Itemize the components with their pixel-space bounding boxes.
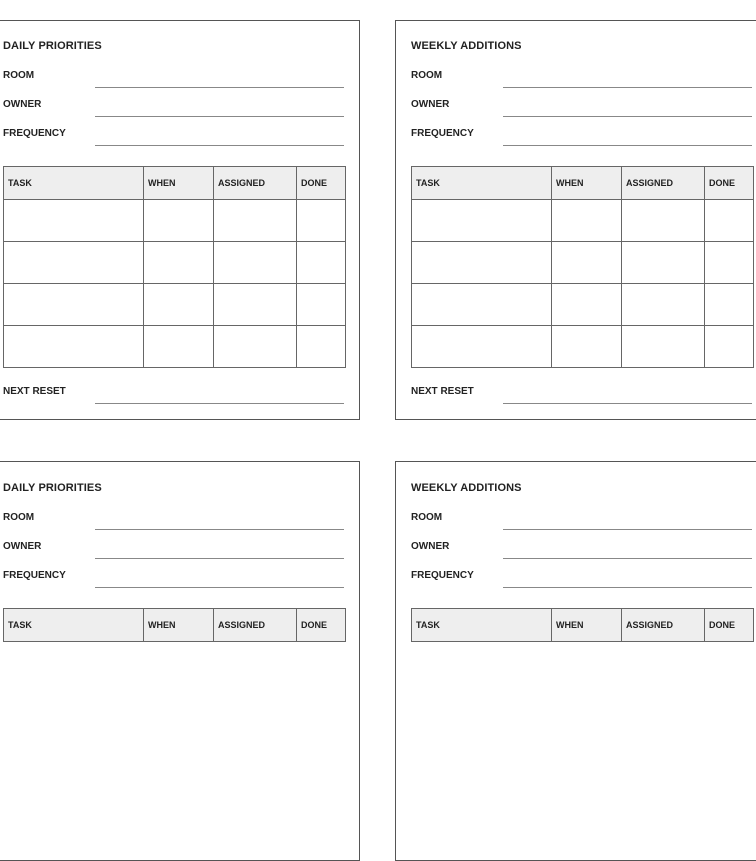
column-header-task: TASK: [412, 167, 552, 200]
column-header-assigned: ASSIGNED: [622, 609, 705, 642]
table-row: [4, 284, 346, 326]
room-field[interactable]: [95, 529, 344, 530]
task-cell[interactable]: [412, 200, 552, 242]
owner-field[interactable]: [95, 116, 344, 117]
task-table: [3, 608, 346, 642]
task-cell[interactable]: [4, 200, 144, 242]
table-row: [412, 284, 754, 326]
done-cell[interactable]: [705, 326, 754, 368]
column-header-done: DONE: [705, 167, 754, 200]
room-label: ROOM: [411, 70, 443, 81]
table-header-row: [412, 609, 754, 642]
task-table: [411, 608, 754, 642]
table-row: [412, 242, 754, 284]
column-header-done: DONE: [297, 609, 346, 642]
done-cell[interactable]: [297, 284, 346, 326]
owner-label: OWNER: [3, 99, 42, 110]
assigned-cell[interactable]: [622, 200, 705, 242]
task-cell[interactable]: [412, 242, 552, 284]
table-header-row: [4, 609, 346, 642]
when-cell[interactable]: [144, 326, 214, 368]
column-header-done: DONE: [705, 609, 754, 642]
owner-label: OWNER: [3, 541, 42, 552]
when-cell[interactable]: [552, 200, 622, 242]
table-row: [4, 242, 346, 284]
frequency-field[interactable]: [95, 587, 344, 588]
card-daily-priorities: [0, 461, 360, 861]
column-header-done: DONE: [297, 167, 346, 200]
owner-field[interactable]: [503, 558, 752, 559]
table-row: [4, 326, 346, 368]
column-header-assigned: ASSIGNED: [214, 609, 297, 642]
column-header-assigned: ASSIGNED: [214, 167, 297, 200]
done-cell[interactable]: [297, 200, 346, 242]
done-cell[interactable]: [297, 242, 346, 284]
frequency-field[interactable]: [503, 587, 752, 588]
room-field[interactable]: [503, 529, 752, 530]
column-header-when: WHEN: [552, 167, 622, 200]
owner-label: OWNER: [411, 541, 450, 552]
assigned-cell[interactable]: [622, 242, 705, 284]
frequency-label: FREQUENCY: [411, 570, 474, 581]
next-reset-label: NEXT RESET: [3, 386, 66, 397]
task-cell[interactable]: [412, 326, 552, 368]
frequency-label: FREQUENCY: [3, 128, 66, 139]
assigned-cell[interactable]: [214, 284, 297, 326]
room-label: ROOM: [411, 512, 443, 523]
room-field[interactable]: [503, 87, 752, 88]
assigned-cell[interactable]: [622, 284, 705, 326]
done-cell[interactable]: [705, 284, 754, 326]
frequency-field[interactable]: [503, 145, 752, 146]
card-title: WEEKLY ADDITIONS: [411, 40, 522, 52]
column-header-task: TASK: [4, 167, 144, 200]
next-reset-field[interactable]: [503, 403, 752, 404]
column-header-task: TASK: [4, 609, 144, 642]
task-cell[interactable]: [4, 326, 144, 368]
card-title: WEEKLY ADDITIONS: [411, 482, 522, 494]
card-title: DAILY PRIORITIES: [3, 40, 102, 52]
assigned-cell[interactable]: [622, 326, 705, 368]
assigned-cell[interactable]: [214, 200, 297, 242]
table-header-row: [412, 167, 754, 200]
owner-label: OWNER: [411, 99, 450, 110]
table-row: [412, 200, 754, 242]
room-label: ROOM: [3, 70, 35, 81]
task-cell[interactable]: [4, 284, 144, 326]
next-reset-label: NEXT RESET: [411, 386, 474, 397]
column-header-when: WHEN: [144, 609, 214, 642]
card-weekly-additions: [395, 461, 756, 861]
task-cell[interactable]: [4, 242, 144, 284]
room-field[interactable]: [95, 87, 344, 88]
column-header-when: WHEN: [144, 167, 214, 200]
when-cell[interactable]: [144, 242, 214, 284]
when-cell[interactable]: [552, 284, 622, 326]
frequency-label: FREQUENCY: [3, 570, 66, 581]
frequency-field[interactable]: [95, 145, 344, 146]
column-header-task: TASK: [412, 609, 552, 642]
card-daily-priorities: [0, 20, 360, 420]
when-cell[interactable]: [144, 200, 214, 242]
column-header-when: WHEN: [552, 609, 622, 642]
table-row: [4, 200, 346, 242]
owner-field[interactable]: [95, 558, 344, 559]
done-cell[interactable]: [705, 242, 754, 284]
assigned-cell[interactable]: [214, 326, 297, 368]
room-label: ROOM: [3, 512, 35, 523]
frequency-label: FREQUENCY: [411, 128, 474, 139]
done-cell[interactable]: [297, 326, 346, 368]
owner-field[interactable]: [503, 116, 752, 117]
done-cell[interactable]: [705, 200, 754, 242]
next-reset-field[interactable]: [95, 403, 344, 404]
table-header-row: [4, 167, 346, 200]
when-cell[interactable]: [144, 284, 214, 326]
column-header-assigned: ASSIGNED: [622, 167, 705, 200]
table-row: [412, 326, 754, 368]
when-cell[interactable]: [552, 242, 622, 284]
card-title: DAILY PRIORITIES: [3, 482, 102, 494]
task-table: [411, 166, 754, 368]
when-cell[interactable]: [552, 326, 622, 368]
assigned-cell[interactable]: [214, 242, 297, 284]
task-table: [3, 166, 346, 368]
card-weekly-additions: [395, 20, 756, 420]
task-cell[interactable]: [412, 284, 552, 326]
